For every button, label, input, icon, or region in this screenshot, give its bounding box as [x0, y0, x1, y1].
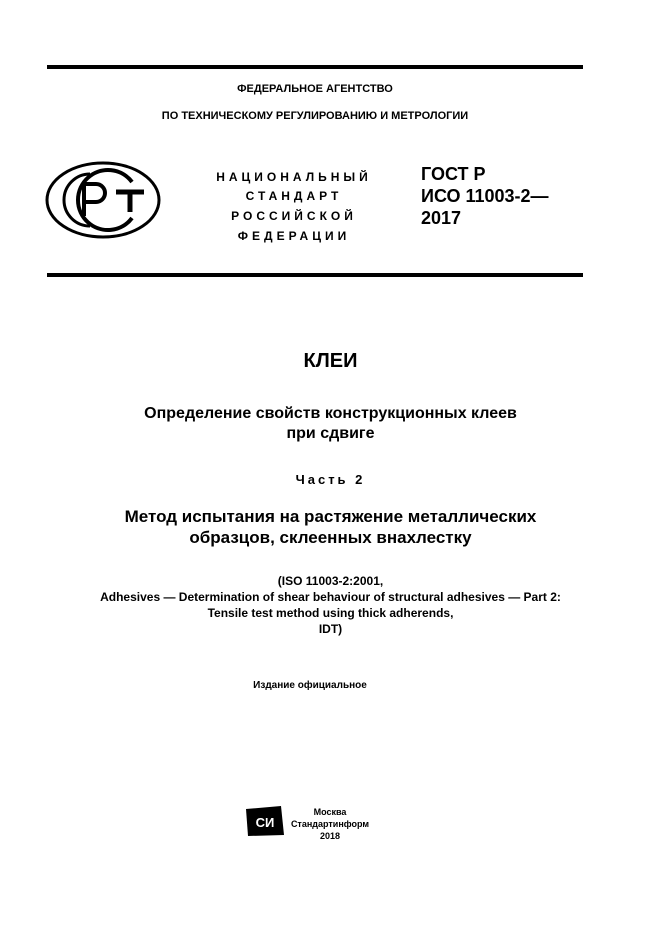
- svg-text:СИ: СИ: [255, 815, 275, 830]
- subtitle: [0, 404, 661, 444]
- iso-ref-line3: Tensile test method using thick adherends,: [207, 606, 454, 620]
- part-title-line1: Метод испытания на растяжение металлических: [124, 507, 537, 526]
- publisher-name: Стандартинформ: [290, 819, 370, 829]
- iso-reference: [0, 573, 661, 637]
- standard-type-3: РОССИЙСКОЙ: [231, 209, 357, 223]
- standard-type-2: СТАНДАРТ: [245, 189, 343, 203]
- publisher-year: 2018: [319, 831, 341, 841]
- iso-ref-line1: (ISO 11003-2:2001,: [277, 574, 384, 588]
- publisher: [290, 806, 370, 842]
- part-title-line2: образцов, склеенных внахлестку: [189, 528, 472, 547]
- standard-type-1: НАЦИОНАЛЬНЫЙ: [216, 170, 372, 184]
- top-rule: [47, 65, 583, 69]
- designation-line2: ИСО 11003-2—: [421, 186, 549, 206]
- designation: [421, 163, 549, 229]
- edition: Издание официальное: [253, 680, 367, 691]
- subtitle-line2: при сдвиге: [286, 425, 375, 442]
- standartinform-logo: [245, 805, 285, 837]
- standard-type-4: ФЕДЕРАЦИИ: [237, 229, 351, 243]
- subtitle-line1: Определение свойств конструкционных клеев: [144, 405, 517, 422]
- agency-line1: ФЕДЕРАЛЬНОЕ АГЕНТСТВО: [237, 83, 393, 95]
- iso-ref-line4: IDT): [318, 622, 343, 636]
- publisher-city: Москва: [313, 807, 347, 817]
- designation-line3: 2017: [421, 208, 462, 228]
- header-rule: [47, 273, 583, 277]
- iso-ref-line2: Adhesives — Determination of shear behaviour of structural adhesives — Part 2:: [100, 590, 561, 604]
- part: Часть 2: [295, 472, 366, 487]
- part-title: [0, 506, 661, 548]
- agency-line2: ПО ТЕХНИЧЕСКОМУ РЕГУЛИРОВАНИЮ И МЕТРОЛОГИИ: [161, 110, 469, 122]
- rst-logo: [44, 160, 162, 240]
- title: КЛЕИ: [303, 350, 358, 372]
- designation-line1: ГОСТ Р: [421, 164, 486, 184]
